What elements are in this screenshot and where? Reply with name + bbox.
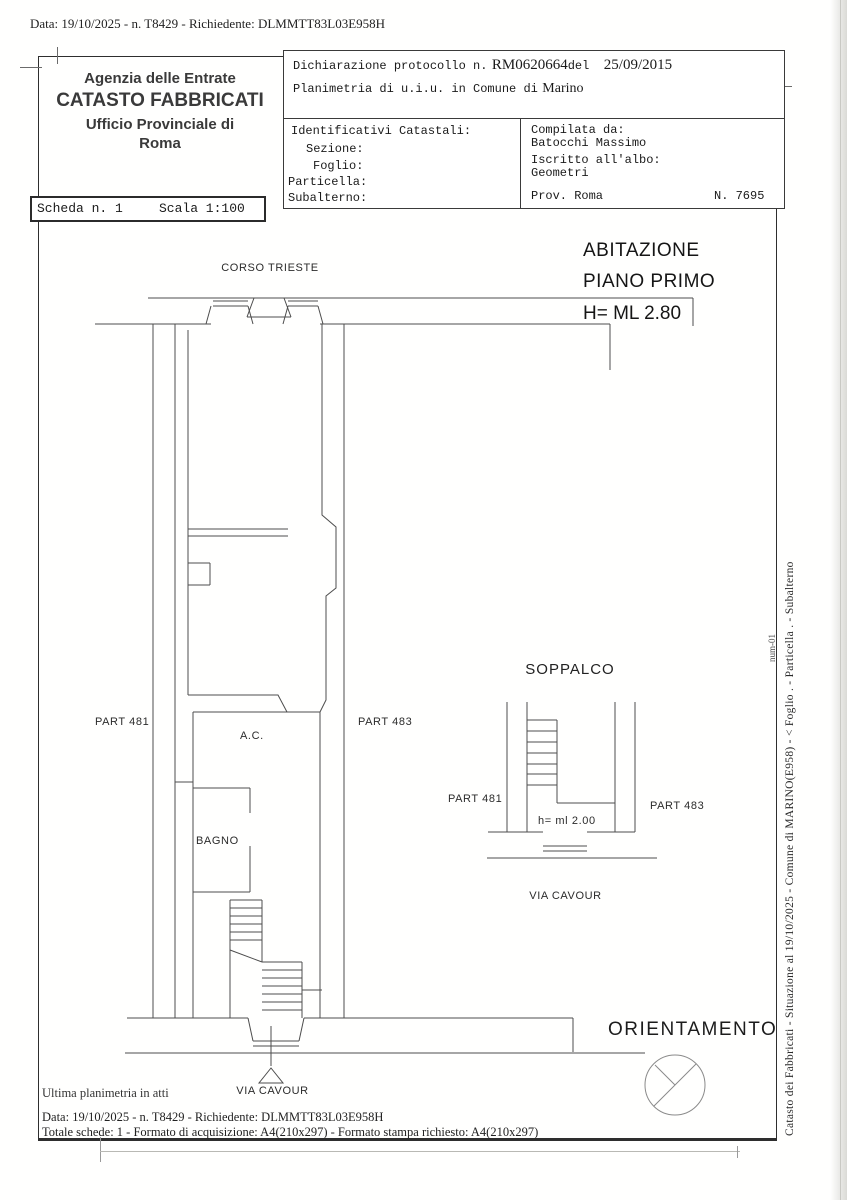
field-foglio: Foglio: [313,159,364,173]
abitazione-plan [95,298,693,1083]
subject-value: Marino [542,81,584,96]
field-subalterno: Subalterno: [288,191,368,205]
prov-value: Prov. Roma [531,189,604,203]
side-vertical-text: Catasto dei Fabbricati - Situazione al 19/10/2025 - Comune di MARINO(E958) - < Foglio . - Particella . - Subalterno [784,561,796,1136]
room-ac-label: A.C. [240,730,264,742]
plan-title-floor: PIANO PRIMO [583,271,716,292]
top-request-line: Data: 19/10/2025 - n. T8429 - Richiedente: DLMMTT83L03E958H [30,16,386,31]
soppalco-part-481-label: PART 481 [448,793,503,805]
scala-label: Scala 1:100 [159,201,245,216]
soppalco-street-label: VIA CAVOUR [529,890,602,902]
soppalco-height-label: h= ml 2.00 [538,815,596,827]
albo-number: N. 7695 [714,189,765,203]
plan-title-use: ABITAZIONE [583,240,700,261]
part-483-label: PART 483 [358,716,413,728]
scheda-label: Scheda n. 1 [37,201,123,216]
last-plan-note: Ultima planimetria in atti [42,1086,169,1100]
bottom-totals-line: Totale schede: 1 - Formato di acquisizione: A4(210x297) - Formato stampa richiesto: A4(210x297) [42,1125,539,1139]
agency-line1: Agenzia delle Entrate [84,70,236,87]
agency-line2: CATASTO FABBRICATI [56,90,264,111]
bottom-request-line: Data: 19/10/2025 - n. T8429 - Richiedente: DLMMTT83L03E958H [42,1110,384,1124]
orientation-title: ORIENTAMENTO [608,1019,778,1040]
plan-title-block [583,240,715,325]
albo-label: Iscritto all'albo: [531,153,661,167]
north-arrow-icon [259,1068,283,1083]
agency-line3: Ufficio Provinciale di [85,116,235,133]
identificativi-title: Identificativi Catastali: [291,124,472,138]
street-label-via-cavour: VIA CAVOUR [236,1085,309,1097]
room-bagno-label: BAGNO [196,835,239,847]
agency-line4: Roma [139,135,181,152]
subject-label: Planimetria di u.i.u. in Comune di [293,82,538,96]
soppalco-title: SOPPALCO [525,661,615,678]
protocol-number: RM0620664 [491,57,568,73]
protocol-label: Dichiarazione protocollo n. [293,59,488,73]
compiler-label: Compilata da: [531,123,625,137]
field-particella: Particella: [288,175,368,189]
street-label-corso-trieste: CORSO TRIESTE [221,262,319,274]
protocol-del: del [567,59,590,73]
soppalco-plan [487,702,657,858]
albo-value: Geometri [531,166,589,180]
plan-title-height: H= ML 2.80 [583,303,682,324]
compiler-name: Batocchi Massimo [531,136,647,150]
field-sezione: Sezione: [306,142,364,156]
compass-icon [645,1055,705,1115]
soppalco-part-483-label: PART 483 [650,800,705,812]
side-small-text: num-01 [767,634,777,662]
part-481-label: PART 481 [95,716,150,728]
protocol-date: 25/09/2015 [603,57,673,73]
